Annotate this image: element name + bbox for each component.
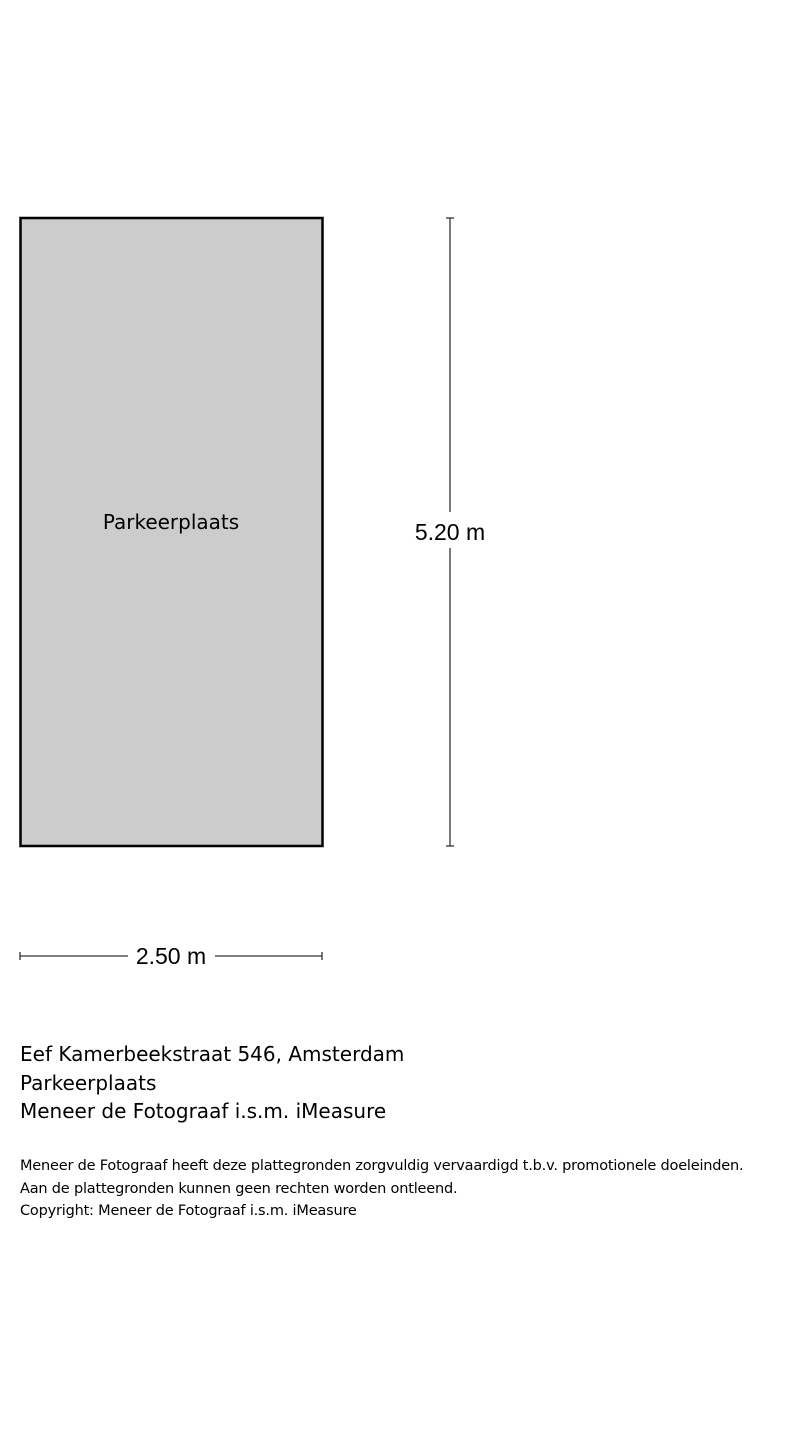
room-label: Parkeerplaats: [102, 510, 240, 534]
property-info: [20, 1040, 800, 1126]
floor-name-text: Parkeerplaats: [20, 1070, 157, 1095]
address-text: Eef Kamerbeekstraat 546, Amsterdam: [20, 1042, 405, 1066]
disclaimer-line-3: Copyright: Meneer de Fotograaf i.s.m. iMeasure: [20, 1203, 357, 1219]
width-dimension-label: 2.50 m: [135, 943, 207, 969]
width-dimension: [20, 943, 322, 969]
credit-text: Meneer de Fotograaf i.s.m. iMeasure: [20, 1099, 387, 1123]
disclaimer-line-2: Aan de plattegronden kunnen geen rechten worden ontleend.: [20, 1180, 458, 1197]
length-dimension-label: 5.20 m: [414, 519, 486, 545]
length-dimension: [415, 218, 485, 846]
disclaimer-line-1: Meneer de Fotograaf heeft deze plattegronden zorgvuldig vervaardigd t.b.v. promotionele doeleinden.: [20, 1158, 744, 1174]
disclaimer: [20, 1155, 805, 1223]
